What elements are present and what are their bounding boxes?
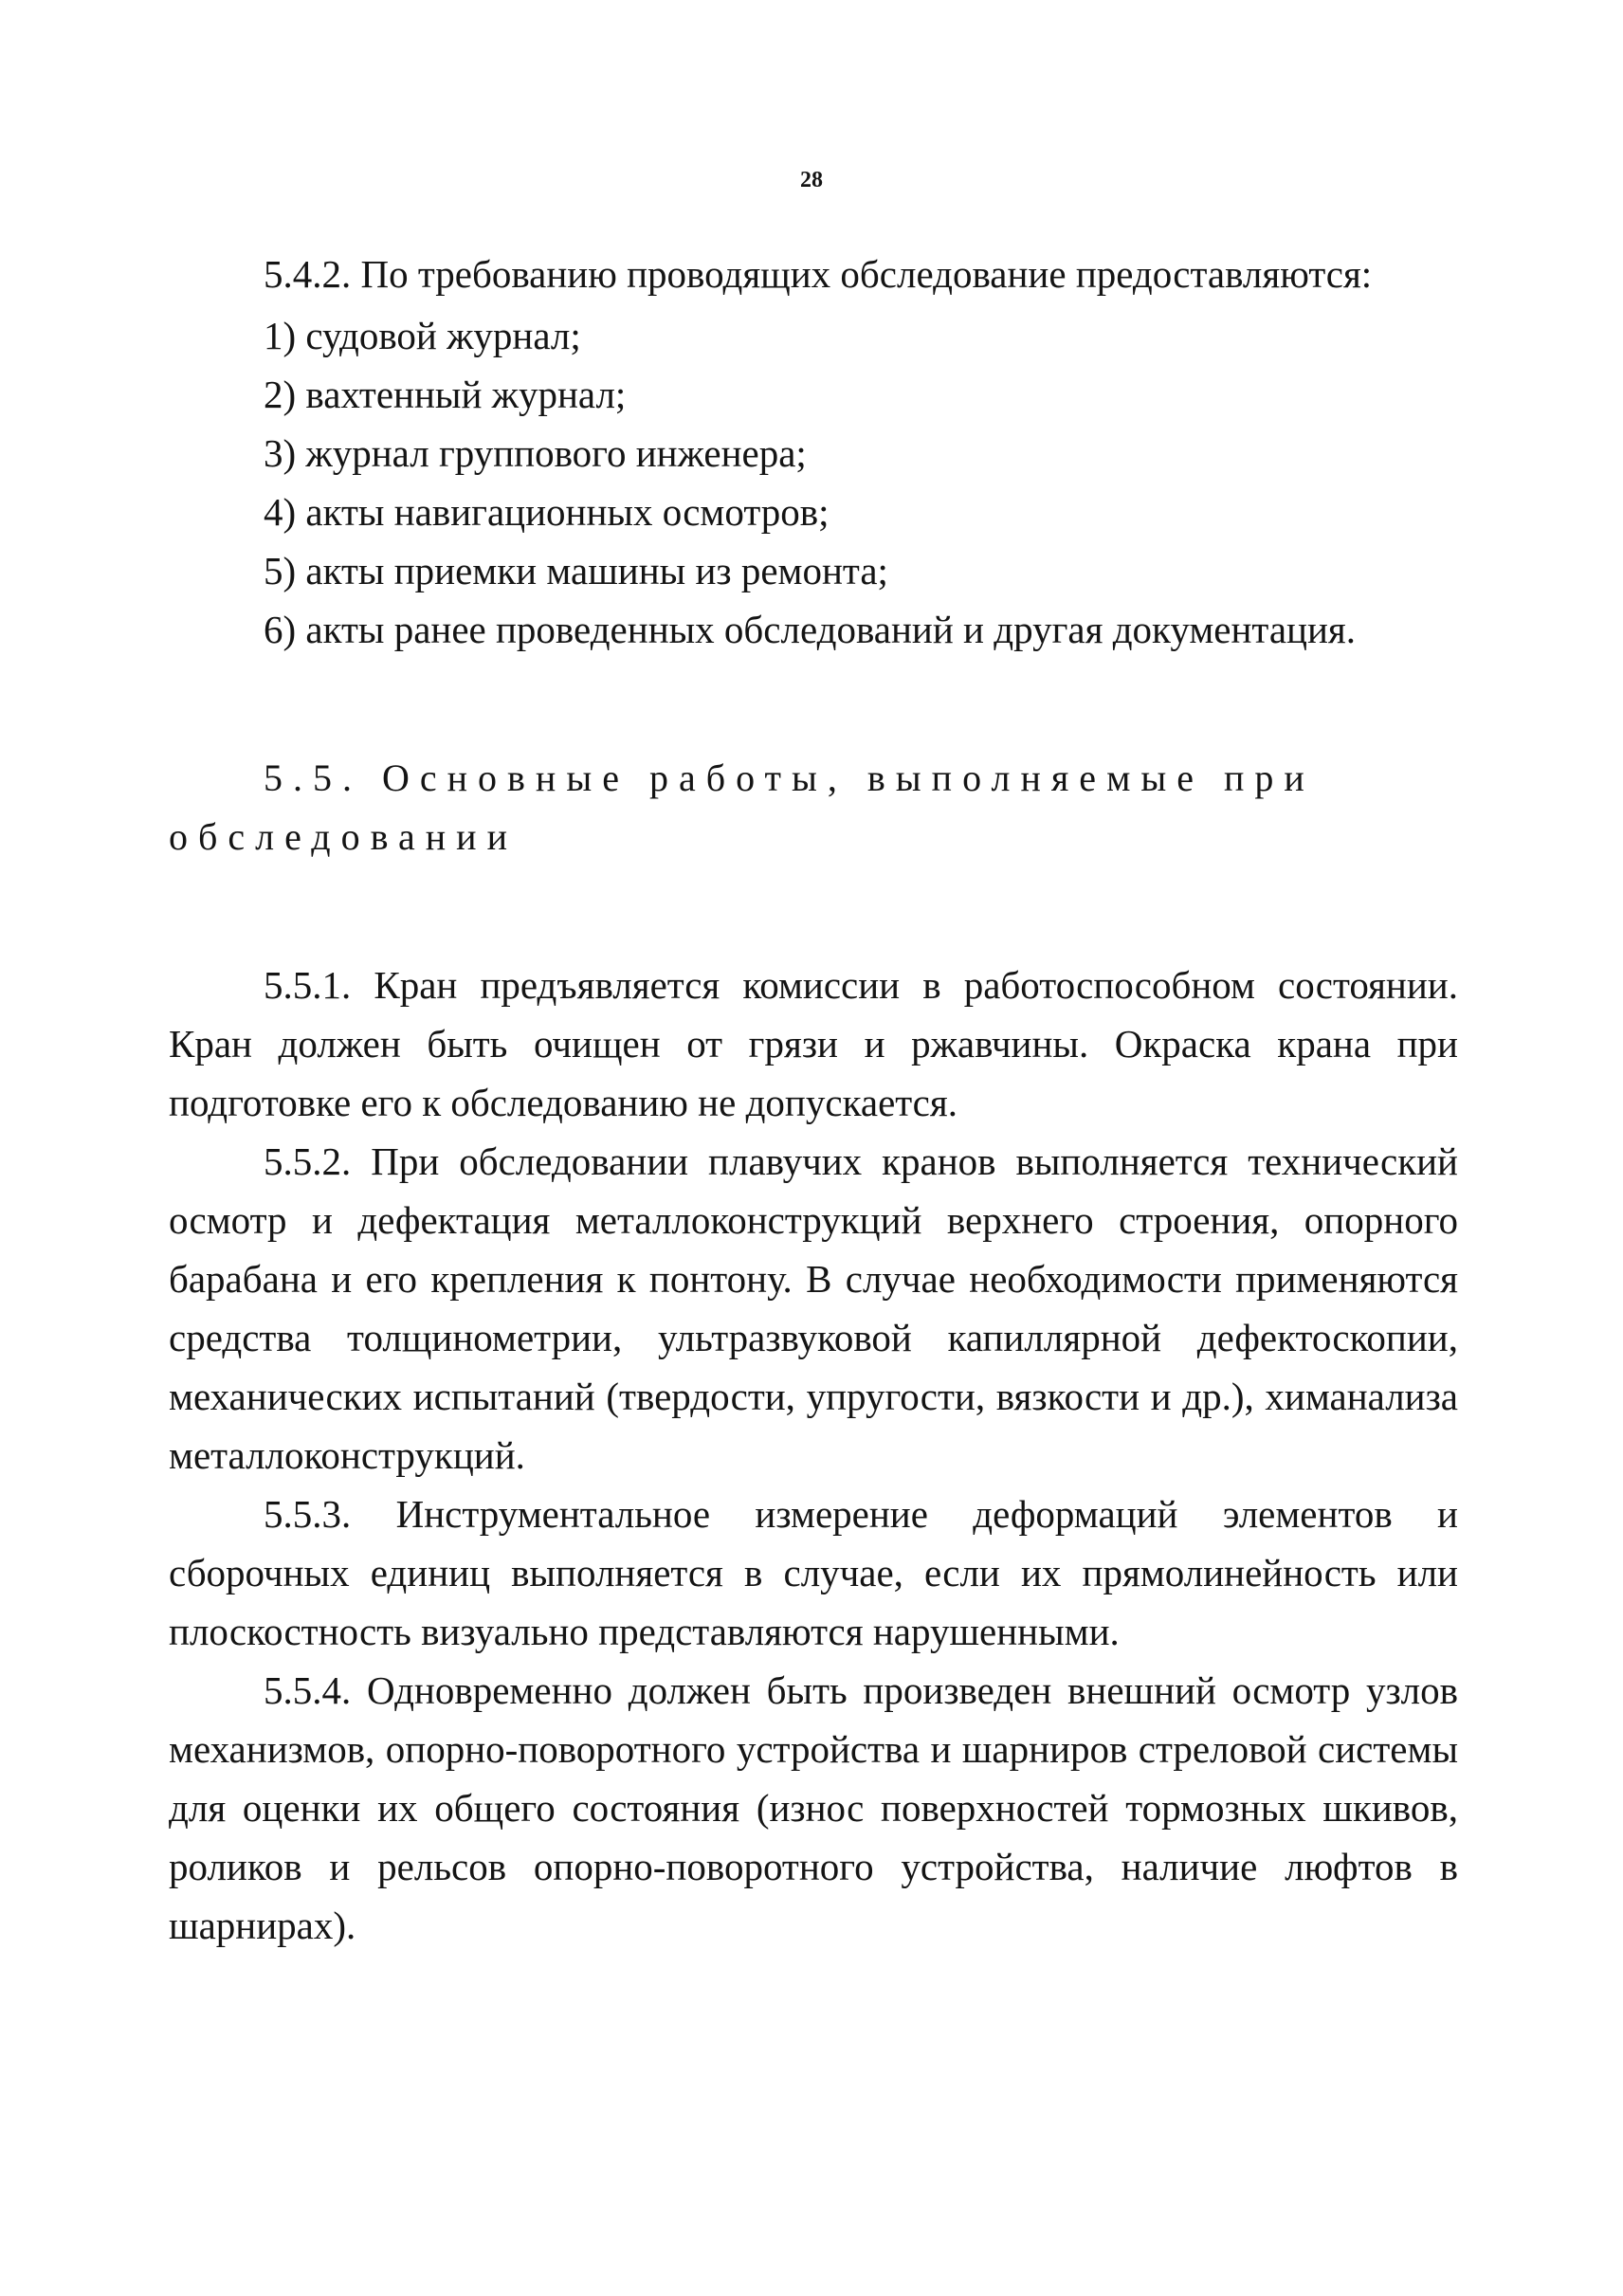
section-heading-5-5: 5.5. Основные работы, выполняемые при обследовании — [169, 756, 1315, 858]
list-item: 1) судовой журнал; — [264, 314, 581, 357]
page-number: 28 — [800, 168, 823, 192]
paragraph-5-5-1: 5.5.1. Кран предъявляется комиссии в работоспособном состоянии. Кран должен быть очищен от грязи и ржавчины. Окраска крана при подготовке его к обследованию не допускается. — [169, 963, 1458, 1124]
documents-list — [169, 306, 1458, 600]
list-item: 3) журнал группового инженера; — [264, 431, 807, 475]
paragraph-5-5-2: 5.5.2. При обследовании плавучих кранов выполняется технический осмотр и дефектация металлоконструкций верхнего строения, опорного барабана и его крепления к понтону. В случае необходимости применяются средства толщинометрии, ультразвуковой капиллярной дефектоскопии, механических испытаний (твердости, упругости, вязкости и др.), химанализа металлоконструкций. — [169, 1139, 1458, 1477]
paragraph-5-5-4: 5.5.4. Одновременно должен быть произведен внешний осмотр узлов механизмов, опорно-поворотного устройства и шарниров стреловой системы для оценки их общего состояния (износ поверхностей тормозных шкивов, роликов и рельсов опорно-поворотного устройства, наличие люфтов в шарнирах). — [169, 1668, 1458, 1947]
list-item: 5) акты приемки машины из ремонта; — [264, 549, 888, 592]
page-content — [169, 245, 1458, 1955]
paragraph-5-4-2-intro: 5.4.2. По требованию проводящих обследование предоставляются: — [264, 252, 1373, 296]
list-item-last: 6) акты ранее проведенных обследований и другая документация. — [264, 608, 1357, 651]
paragraph-5-5-3: 5.5.3. Инструментальное измерение деформаций элементов и сборочных единиц выполняется в случае, если их прямолинейность или плоскостность визуально представляются нарушенными. — [169, 1492, 1458, 1653]
list-item: 2) вахтенный журнал; — [264, 373, 627, 416]
list-item: 4) акты навигационных осмотров; — [264, 490, 830, 534]
